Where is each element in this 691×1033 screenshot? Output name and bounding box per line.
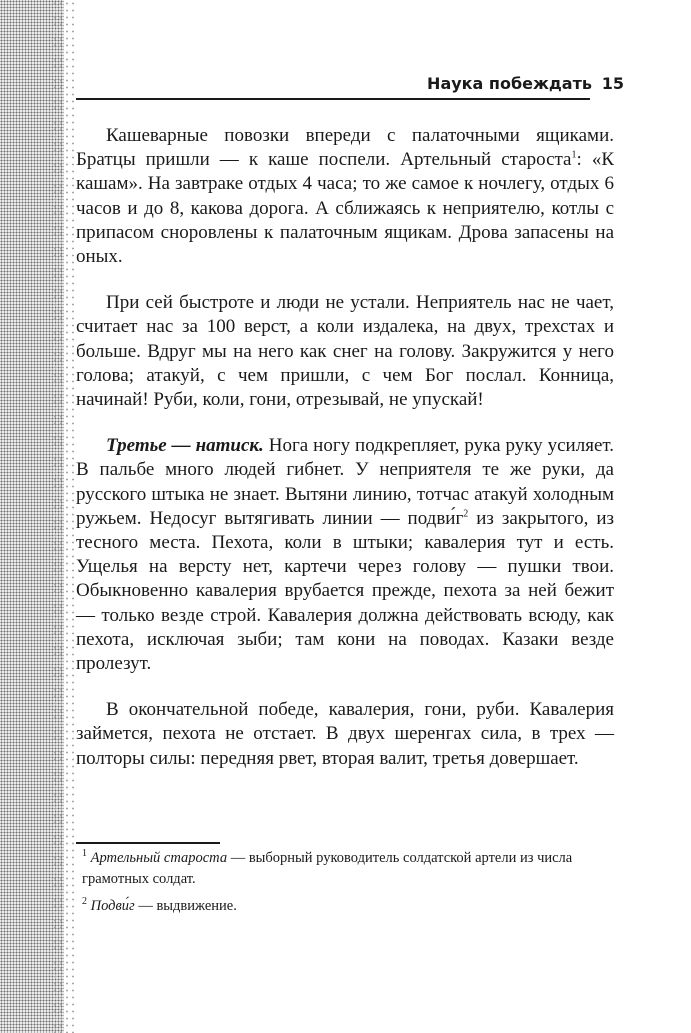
paragraph-3	[76, 434, 614, 676]
paragraph-3-lead: Третье — натиск.	[106, 435, 264, 457]
scan-halftone-edge-fade	[52, 0, 74, 1033]
paragraph-2-text: При сей быстроте и люди не устали. Неприятель нас не чает, считает нас за 100 верст, а коли издалека, на двух, трехстах и больше. Вдруг мы на него как снег на голову. Закружится у него голова; атакуй, с чем пришли, с чем Бог послал. Конница, начинай! Руби, коли, гони, отрезывай, не упускай!	[76, 292, 614, 411]
body-text	[76, 124, 614, 793]
header-rule	[76, 98, 590, 100]
footnote-2-text: — выдвижение.	[134, 898, 237, 914]
page-header	[76, 70, 624, 98]
footnote-ref-2[interactable]: 2	[463, 508, 469, 520]
paragraph-4-text: В окончательной победе, кавалерия, гони, руби. Кавалерия займется, пехота не отстает. В двух шеренгах сила, в трех — полторы силы: передняя рвет, вторая валит, третья довершает.	[76, 699, 614, 769]
paragraph-1-text-b: : «К кашам». На завтраке отдых 4 часа; то же самое к ночлегу, отдых 6 часов и до 8, какова дорога. А сближаясь к неприятелю, котлы с припасом сноровлены к палаточным ящикам. Дрова запасены на оных.	[76, 149, 614, 268]
paragraph-1	[76, 124, 614, 269]
paragraph-1-text-a: Кашеварные повозки впереди с палаточными ящиками. Братцы пришли — к каше поспели. Артельный староста	[76, 125, 614, 171]
footnotes	[76, 848, 616, 923]
footnote-1-term: Артельный староста	[90, 850, 228, 866]
footnote-2-term: Подви́г	[90, 898, 135, 914]
page-number: 15	[601, 74, 624, 93]
footnote-2	[76, 896, 616, 917]
footnote-2-number: 2	[82, 896, 87, 908]
footnote-1	[76, 848, 616, 890]
paragraph-3-text-b: из закрытого, из тесного места. Пехота, коли в штыки; кавалерия тут и есть. Ущелья на версту нет, картечи через голову — пушки твои. Обыкновенно кавалерия врубается прежде, пехота за ней бежит — только везде строй. Кавалерия должна действовать всюду, как пехота, исключая зыби; там кони на поводах. Казаки везде пролезут.	[76, 507, 614, 675]
running-title: Наука побеждать	[427, 74, 592, 93]
paragraph-3-text-a: Нога ногу подкрепляет, рука руку усиляет. В пальбе много людей гибнет. У неприятеля те же руки, да русского штыка не знает. Вытяни линию, тотчас атакуй холодным ружьем. Недосуг вытягивать линии — подви́г	[76, 435, 614, 529]
footnote-1-text: — выборный руководитель солдатской артели из числа грамотных солдат.	[82, 850, 573, 887]
paragraph-2	[76, 291, 614, 412]
footnote-rule	[76, 842, 220, 844]
paragraph-4	[76, 698, 614, 771]
footnote-ref-1[interactable]: 1	[571, 149, 577, 161]
footnote-1-number: 1	[82, 848, 87, 860]
